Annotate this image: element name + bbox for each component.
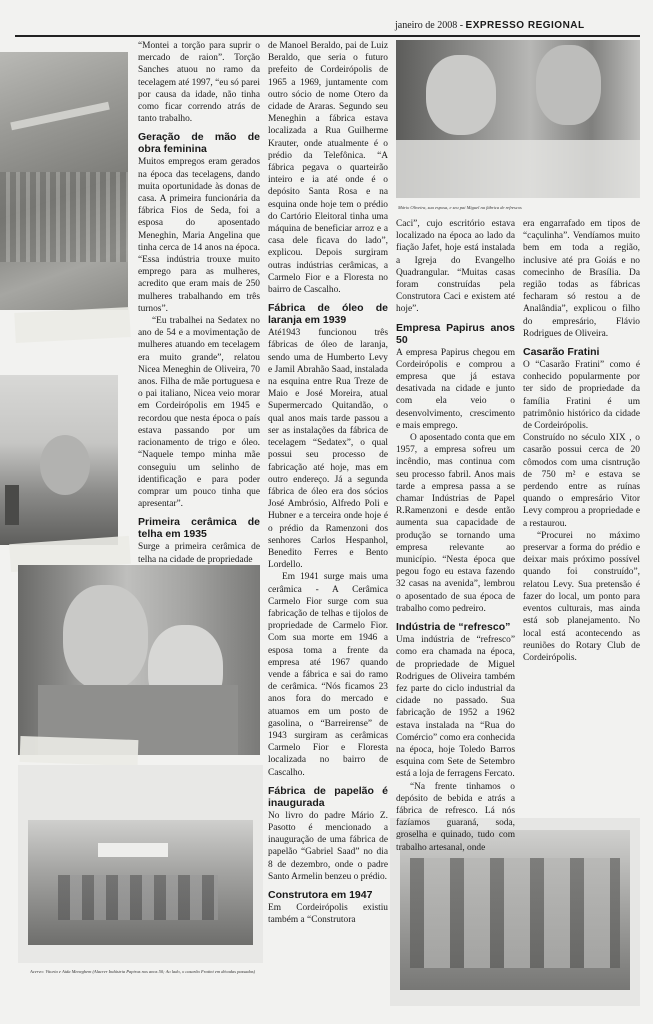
- subheading: Casarão Fratini: [523, 346, 600, 359]
- subheading: Fábrica de óleo de laranja em 1939: [268, 302, 388, 327]
- paragraph: “Procurei no máximo preservar a forma do prédio e deixar mais próximo possível quando foi construído”, relatou Levy. Sua pretensão é fazer do local, um ponto para eventos culturais, mas ainda está sob planejamento. No local está acontecendo as reuniões do Rotary Club de Cordeirópolis.: [523, 530, 640, 663]
- paragraph: Muitos empregos eram gerados na época das tecelagens, dando muita oportunidade às donas de casa. A primeira funcionária da fábrica Fios de Seda, foi a esposa do aposentado Meneghin, Maria Angelina que tinha cerca de 14 anos na época. “Essa indústria trouxe muito emprego para as mulheres, acredito que eram mais de 250 mulheres trabalhando em três turnos”.: [138, 157, 260, 314]
- article-column-2: [268, 40, 388, 926]
- subheading: Indústria de “refresco”: [396, 621, 511, 634]
- paragraph: Construído no século XIX , o casarão possui cerca de 20 cômodos com uma cisntrução de 750 m² e estava se perdendo entre as ruínas quando o empresário Vitor Levy comprou a propriedade e a restaurou.: [523, 433, 640, 529]
- paragraph: Caci”, cujo escritório estava localizado na época ao lado da fiação Jafet, hoje está instalada a Igreja do Evangelho Quadrangular. “Muitas casas foram construídas pela Construtora Caci e existem até hoje”.: [396, 219, 515, 315]
- subheading: Fábrica de papelão é inaugurada: [268, 784, 388, 809]
- paragraph: A empresa Papirus chegou em Cordeirópolis e comprou a empresa que já estava desativada na cidade e junto com ela veio o desenvolvimento, crescimento e mais emprego.: [396, 347, 515, 431]
- paragraph: Até1943 funcionou três fábricas de óleo de laranja, sendo uma de Humberto Levy e Jamil Abrahão Saad, instalada na esquina entre Rua Treze de Maio e José Moreira, atual Supermercado Quitandão, o qual anos mais tarde passou a ser as instalações da fábrica de tecelagem “Sedatex”, o qual possui seu processo de fabricação até hoje, mas em outro endereço. Já a segunda fábrica de óleo era dos sócios José Ambrósio, Alfredo Poli e Hubner e a terceira onde hoje é o prédio da Ramenzoni dos senhores Carlos Hespanhol, Benedito Ferres e Bento Lordello.: [268, 328, 388, 571]
- header-rule: [15, 35, 640, 37]
- header-section: EXPRESSO REGIONAL: [465, 20, 585, 31]
- paragraph: era engarrafado em tipos de “caçulinha”. Vendíamos muito bem em toda a região, inclusive até pra Goiás e no comecinho de Brasília. Da região todas as fábricas fecharam só restou a de Analândia”, explicou o filho do empresário, Flávio Rodrigues de Oliveira.: [523, 219, 640, 339]
- paragraph: No livro do padre Mário Z. Pasotto é mencionado a inauguração de uma fábrica de papelão “Gabriel Saad” no dia 8 de dezembro, onde o padre Santo Armelin benzeu o prédio.: [268, 810, 388, 882]
- paragraph: O “Casarão Fratini” como é conhecido popularmente por ter sido de propriedade da família Fratini é um patrimônio histórico da cidade de Cordeirópolis.: [523, 360, 640, 432]
- photo-tape: [20, 736, 139, 766]
- paragraph: Em 1941 surge mais uma cerâmica - A Cerâmica Carmelo Fior surge com sua fabricação de telhas e tijolos de propriedade de Carmelo Fior. Com sua morte em 1946 a esposa toma a frente da empresa até 1967 quando vende a fábrica e sai do ramo de cerâmica. “Nós ficamos 23 anos fora do mercado e atuamos em um posto de gasolina, o “Barreirense” de 1943 surgiram as cerâmicas Carmelo Fior e Floresta localizada no bairro de Cascalho.: [268, 572, 388, 778]
- paragraph: “Montei a torção para suprir o mercado de raion”. Torção Sanches atuou no ramo da tecelagem até 1997, “eu só parei por causa da idade, não tinha como ficar correndo atrás de tanto trabalho.: [138, 41, 260, 125]
- paragraph: “Eu trabalhei na Sedatex no ano de 54 e a movimentação de mulheres atuando em tecelagem era muito grande”, relatou Nicea Meneghin de Oliveira, 70 anos. Filha de mãe portuguesa e o pai italiano, Nicea veio morar em Cordeirópolis em 1945 e recordou que nesta época o país estava passando por um racionamento de trigo e óleo. “Naquele tempo minha mãe conseguiu um selinho de identificação e para poder comprar um pouco tinha que apresentar”.: [138, 316, 260, 510]
- subheading: Geração de mão de obra feminina: [138, 131, 260, 156]
- photo-tape: [14, 307, 130, 343]
- paragraph: Surge a primeira cerâmica de telha na cidade de propriedade: [138, 542, 260, 565]
- factory-smoke-photo: [0, 375, 118, 545]
- paragraph: Uma indústria de “refresco” como era chamada na época, de propriedade de Miguel Rodrigues de Oliveira também fez parte do ciclo industrial da cidade no passado. Sua fabricação de 1952 a 1962 estava instalada na “Rua do Comércio” como era conhecida na época, hoje Toledo Barros esquina com Sete de Setembro está a loja de ferragens Fercato.: [396, 635, 515, 780]
- paragraph: “Na frente tinhamos o depósito de bebida e atrás a fábrica de refresco. Lá nós fazíamos guaraná, soda, groselha e quinado, tudo com trabalho artesanal, onde: [396, 781, 515, 853]
- article-column-4: [523, 218, 640, 664]
- paragraph: O aposentado conta que em 1957, a empresa sofreu um incêndio, mas continua com seu processo fabril. Anos mais tarde a empresa passa a se chamar Indústrias de Papel R.Ramenzoni e desde então aumenta sua capacidade de produção se tornando uma empresa relevante ao município. “Nesta época que pegou fogo eu estava fazendo 32 casas na avenida”, lembrou o aposentado de sua época de trabalho como pedreiro.: [396, 433, 515, 614]
- header-date: janeiro de 2008 -: [395, 20, 464, 31]
- subheading: Construtora em 1947: [268, 889, 373, 901]
- article-column-3: [396, 218, 515, 854]
- papirus-factory-photo: [18, 765, 263, 963]
- subheading: Empresa Papirus anos 50: [396, 321, 515, 346]
- bottom-caption: Acervo: Vitoria e Aida Meneghem (Alacrer Indústria Papirus nos anos 50; Ao lado, o casarão Fratini em décadas passadas): [30, 969, 255, 974]
- paragraph: de Manoel Beraldo, pai de Luiz Beraldo, que seria o futuro prefeito de Cordeirópolis de 1965 a 1969, juntamente com outro sócio de nome Otero da cidade de Araras. Segundo seu Meneghin a fábrica estava localizada a Rua Guilherme Krauter, onde atualmente é o prédio da Telefônica. “A fábrica pegava o quarteirão inteiro e ia até onde é o depósito Santa Rosa e na esquina onde hoje tem o prédio do Cartório Eleitoral tinha uma máquina de beneficiar arroz e a casa dele ficava do lado”, explicou. Depois surgiram outras indústrias cerâmicas, a Carmelo Fior e a Floresta no bairro de Cascalho.: [268, 41, 388, 296]
- couple-caption: Mário Oliveira, sua esposa, e seu pai Miguel na fábrica de refrescos: [398, 205, 522, 210]
- paragraph: Em Cordeirópolis existiu também a “Construtora: [268, 903, 388, 926]
- subheading: Primeira cerâmica de telha em 1935: [138, 516, 260, 541]
- article-column-1: [138, 40, 260, 566]
- page-header: [395, 20, 640, 34]
- elderly-couple-photo: [396, 40, 640, 198]
- two-elderly-women-photo: [18, 565, 260, 755]
- aerial-city-photo: [0, 52, 128, 310]
